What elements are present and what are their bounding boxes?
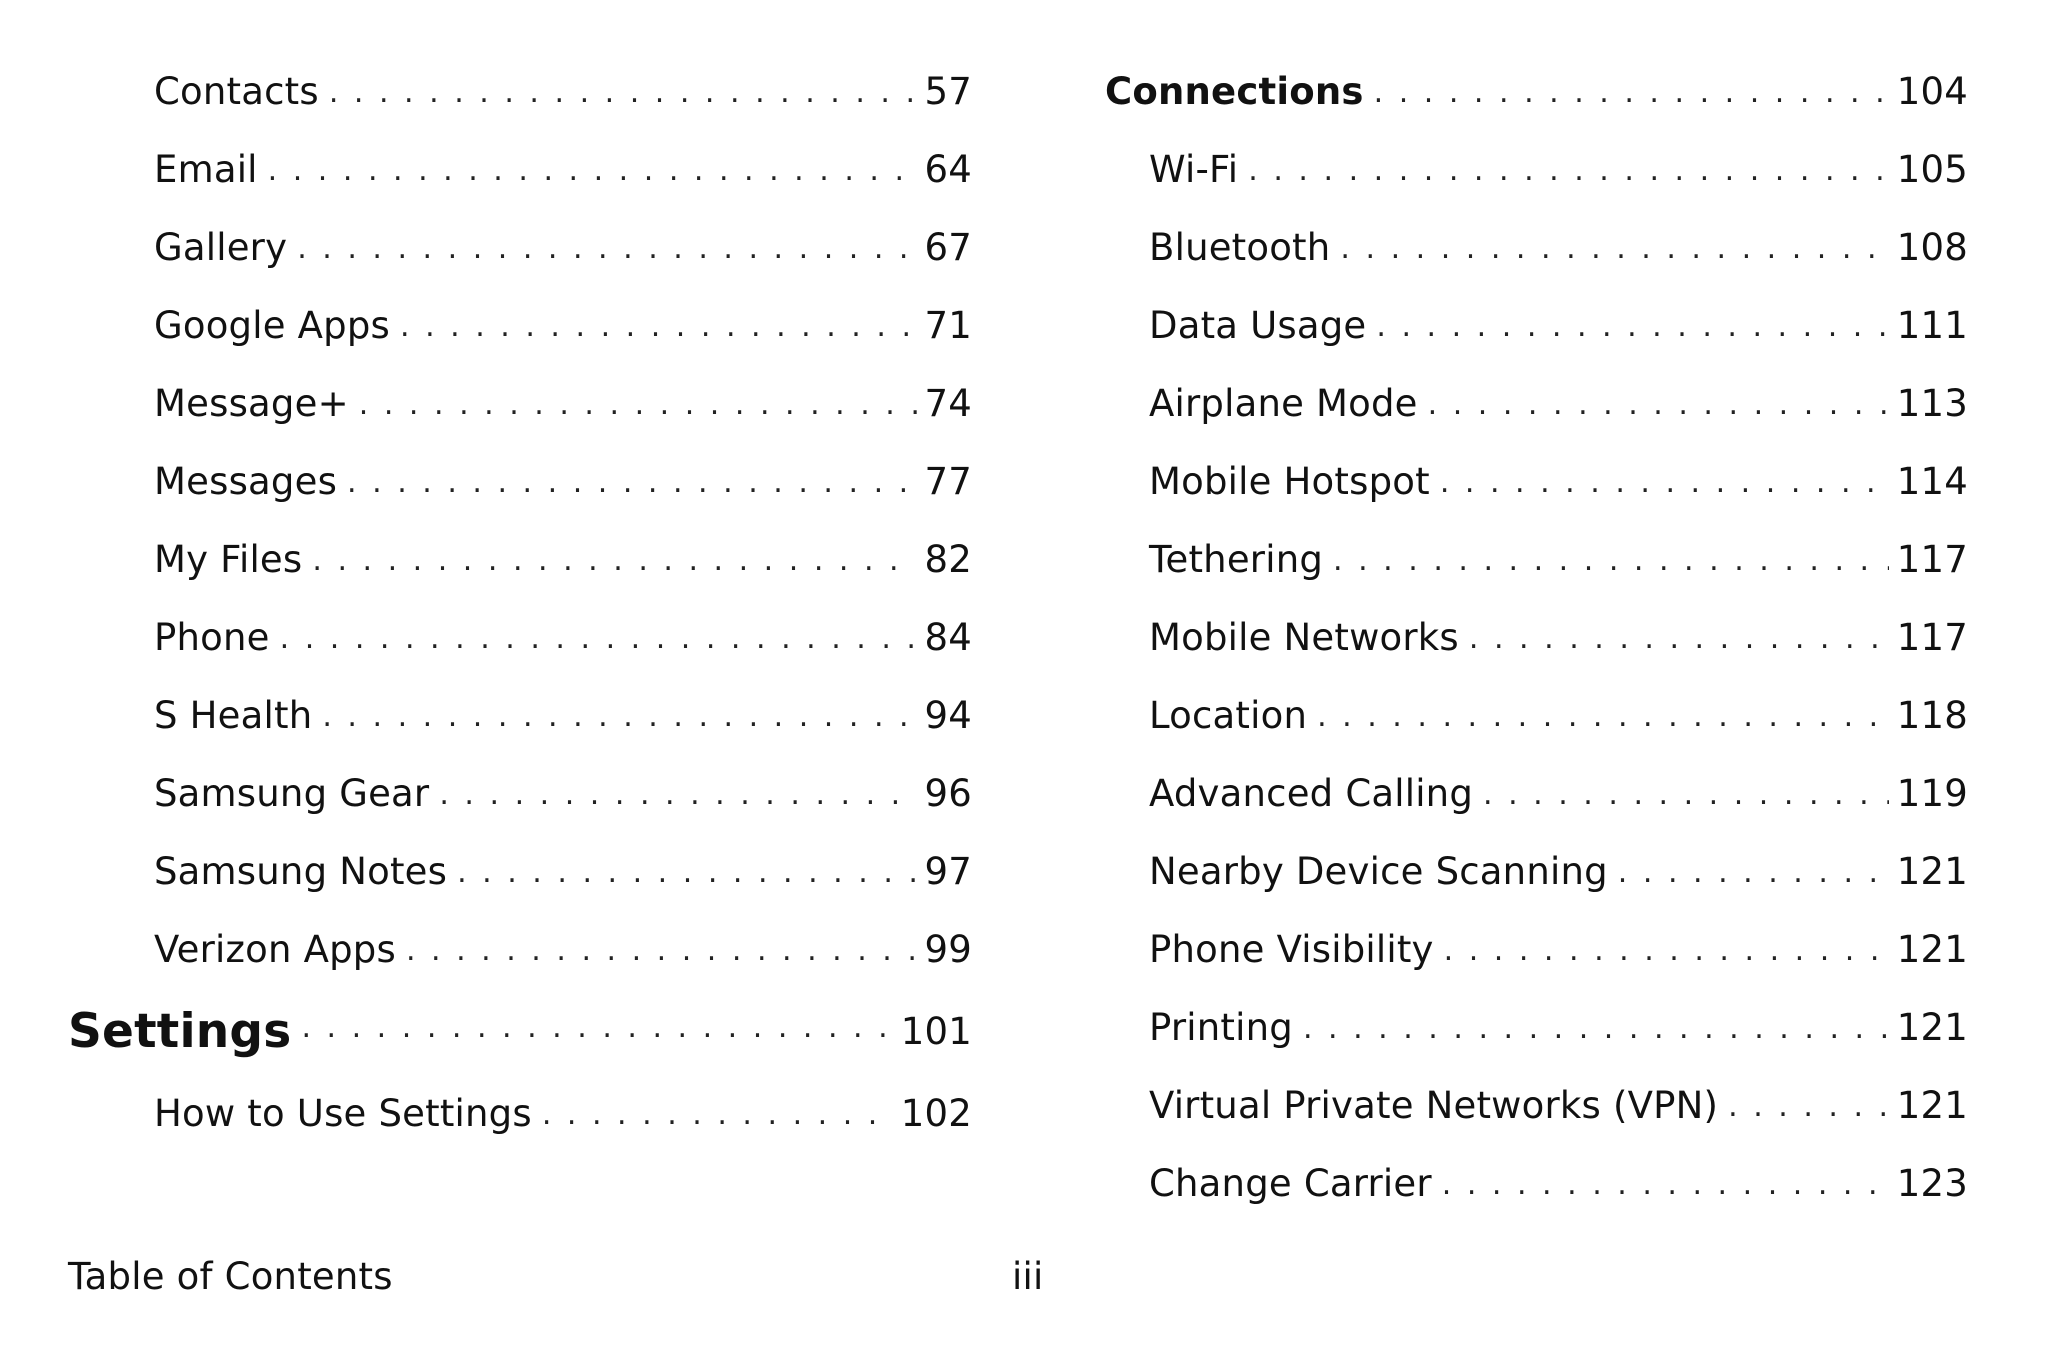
- dot-leader: [297, 229, 916, 266]
- dot-leader: [1374, 73, 1889, 110]
- toc-entry-page: 105: [1889, 148, 1968, 191]
- toc-entry-label: Change Carrier: [1149, 1162, 1442, 1205]
- toc-entry-label: Phone Visibility: [1149, 928, 1444, 971]
- toc-entry[interactable]: [68, 1074, 972, 1152]
- toc-entry[interactable]: [68, 598, 972, 676]
- dot-leader: [1618, 853, 1889, 890]
- toc-entry-page: 113: [1889, 382, 1968, 425]
- dot-leader: [406, 931, 917, 968]
- toc-subsection-label: Connections: [1105, 70, 1374, 113]
- toc-entry-label: Tethering: [1149, 538, 1333, 581]
- toc-section-label: Settings: [68, 1004, 301, 1059]
- toc-entry-page: 121: [1889, 1006, 1968, 1049]
- toc-entry-label: Bluetooth: [1149, 226, 1340, 269]
- toc-entry-page: 111: [1889, 304, 1968, 347]
- toc-entry[interactable]: [1105, 910, 1968, 988]
- toc-entry[interactable]: [68, 52, 972, 130]
- toc-entry-page: 101: [893, 1010, 972, 1053]
- dot-leader: [1340, 229, 1888, 266]
- toc-entry[interactable]: [1105, 130, 1968, 208]
- toc-entry-label: How to Use Settings: [154, 1092, 542, 1135]
- toc-entry-page: 94: [917, 694, 972, 737]
- toc-entry[interactable]: [1105, 832, 1968, 910]
- dot-leader: [457, 853, 916, 890]
- dot-leader: [1469, 619, 1889, 656]
- toc-entry[interactable]: [68, 286, 972, 364]
- footer-section-title: Table of Contents: [68, 1255, 393, 1298]
- toc-entry-label: Location: [1149, 694, 1317, 737]
- toc-entry-page: 57: [917, 70, 972, 113]
- toc-entry[interactable]: [68, 910, 972, 988]
- toc-entry-page: 71: [917, 304, 972, 347]
- toc-entry-label: Mobile Hotspot: [1149, 460, 1440, 503]
- toc-entry-label: Samsung Gear: [154, 772, 439, 815]
- toc-subsection-heading[interactable]: [1105, 52, 1968, 130]
- toc-entry-page: 108: [1889, 226, 1968, 269]
- dot-leader: [542, 1095, 893, 1132]
- toc-entry-page: 77: [917, 460, 972, 503]
- toc-entry-label: Samsung Notes: [154, 850, 457, 893]
- toc-entry-label: Printing: [1149, 1006, 1303, 1049]
- dot-leader: [329, 73, 917, 110]
- toc-entry[interactable]: [68, 832, 972, 910]
- dot-leader: [1483, 775, 1889, 812]
- toc-entry-label: Messages: [154, 460, 347, 503]
- toc-entry-page: 121: [1889, 928, 1968, 971]
- dot-leader: [1444, 931, 1889, 968]
- dot-leader: [1333, 541, 1889, 578]
- toc-entry-page: 121: [1889, 850, 1968, 893]
- dot-leader: [268, 151, 917, 188]
- dot-leader: [1376, 307, 1888, 344]
- toc-entry[interactable]: [1105, 754, 1968, 832]
- toc-entry[interactable]: [1105, 286, 1968, 364]
- toc-left-column: [68, 52, 972, 1152]
- dot-leader: [1303, 1009, 1889, 1046]
- dot-leader: [301, 1008, 892, 1055]
- toc-entry-page: 114: [1889, 460, 1968, 503]
- dot-leader: [400, 307, 917, 344]
- toc-entry-label: Mobile Networks: [1149, 616, 1469, 659]
- toc-entry[interactable]: [68, 130, 972, 208]
- toc-entry-label: Verizon Apps: [154, 928, 406, 971]
- toc-entry[interactable]: [1105, 442, 1968, 520]
- toc-entry-page: 117: [1889, 538, 1968, 581]
- toc-entry-label: Email: [154, 148, 268, 191]
- toc-entry[interactable]: [1105, 208, 1968, 286]
- toc-entry[interactable]: [68, 208, 972, 286]
- toc-entry[interactable]: [68, 676, 972, 754]
- toc-entry[interactable]: [1105, 1144, 1968, 1222]
- toc-entry[interactable]: [68, 364, 972, 442]
- toc-entry-page: 123: [1889, 1162, 1968, 1205]
- dot-leader: [1440, 463, 1889, 500]
- toc-entry-page: 84: [917, 616, 972, 659]
- toc-entry[interactable]: [68, 520, 972, 598]
- toc-entry-label: Data Usage: [1149, 304, 1376, 347]
- toc-entry-page: 97: [917, 850, 972, 893]
- toc-entry-page: 99: [917, 928, 972, 971]
- toc-entry-label: Airplane Mode: [1149, 382, 1428, 425]
- toc-entry[interactable]: [68, 442, 972, 520]
- dot-leader: [359, 385, 917, 422]
- dot-leader: [322, 697, 916, 734]
- toc-entry[interactable]: [1105, 988, 1968, 1066]
- toc-entry[interactable]: [1105, 676, 1968, 754]
- toc-entry-label: My Files: [154, 538, 312, 581]
- toc-entry-label: Wi-Fi: [1149, 148, 1248, 191]
- toc-entry-label: Google Apps: [154, 304, 400, 347]
- toc-entry[interactable]: [68, 754, 972, 832]
- toc-entry-page: 104: [1889, 70, 1968, 113]
- toc-entry-label: Gallery: [154, 226, 297, 269]
- toc-entry[interactable]: [1105, 1066, 1968, 1144]
- toc-entry-page: 118: [1889, 694, 1968, 737]
- toc-entry-page: 117: [1889, 616, 1968, 659]
- toc-entry-page: 64: [917, 148, 972, 191]
- toc-entry-page: 96: [917, 772, 972, 815]
- toc-entry-label: Message+: [154, 382, 359, 425]
- footer-page-number: iii: [1012, 1255, 1044, 1298]
- toc-entry[interactable]: [1105, 598, 1968, 676]
- toc-section-heading[interactable]: [68, 988, 972, 1074]
- toc-entry-page: 67: [917, 226, 972, 269]
- dot-leader: [347, 463, 916, 500]
- dot-leader: [280, 619, 917, 656]
- dot-leader: [1248, 151, 1888, 188]
- toc-entry-page: 82: [917, 538, 972, 581]
- dot-leader: [1317, 697, 1889, 734]
- toc-entry-label: S Health: [154, 694, 322, 737]
- toc-entry-label: Advanced Calling: [1149, 772, 1483, 815]
- dot-leader: [1442, 1165, 1889, 1202]
- dot-leader: [312, 541, 916, 578]
- dot-leader: [439, 775, 916, 812]
- toc-entry-page: 102: [893, 1092, 972, 1135]
- toc-entry[interactable]: [1105, 364, 1968, 442]
- toc-entry-label: Virtual Private Networks (VPN): [1149, 1084, 1728, 1127]
- toc-entry-page: 121: [1889, 1084, 1968, 1127]
- toc-entry-label: Phone: [154, 616, 280, 659]
- toc-entry-label: Contacts: [154, 70, 329, 113]
- toc-entry-label: Nearby Device Scanning: [1149, 850, 1618, 893]
- toc-right-column: [1105, 52, 1968, 1222]
- toc-entry[interactable]: [1105, 520, 1968, 598]
- toc-entry-page: 74: [917, 382, 972, 425]
- toc-entry-page: 119: [1889, 772, 1968, 815]
- dot-leader: [1728, 1087, 1889, 1124]
- dot-leader: [1428, 385, 1889, 422]
